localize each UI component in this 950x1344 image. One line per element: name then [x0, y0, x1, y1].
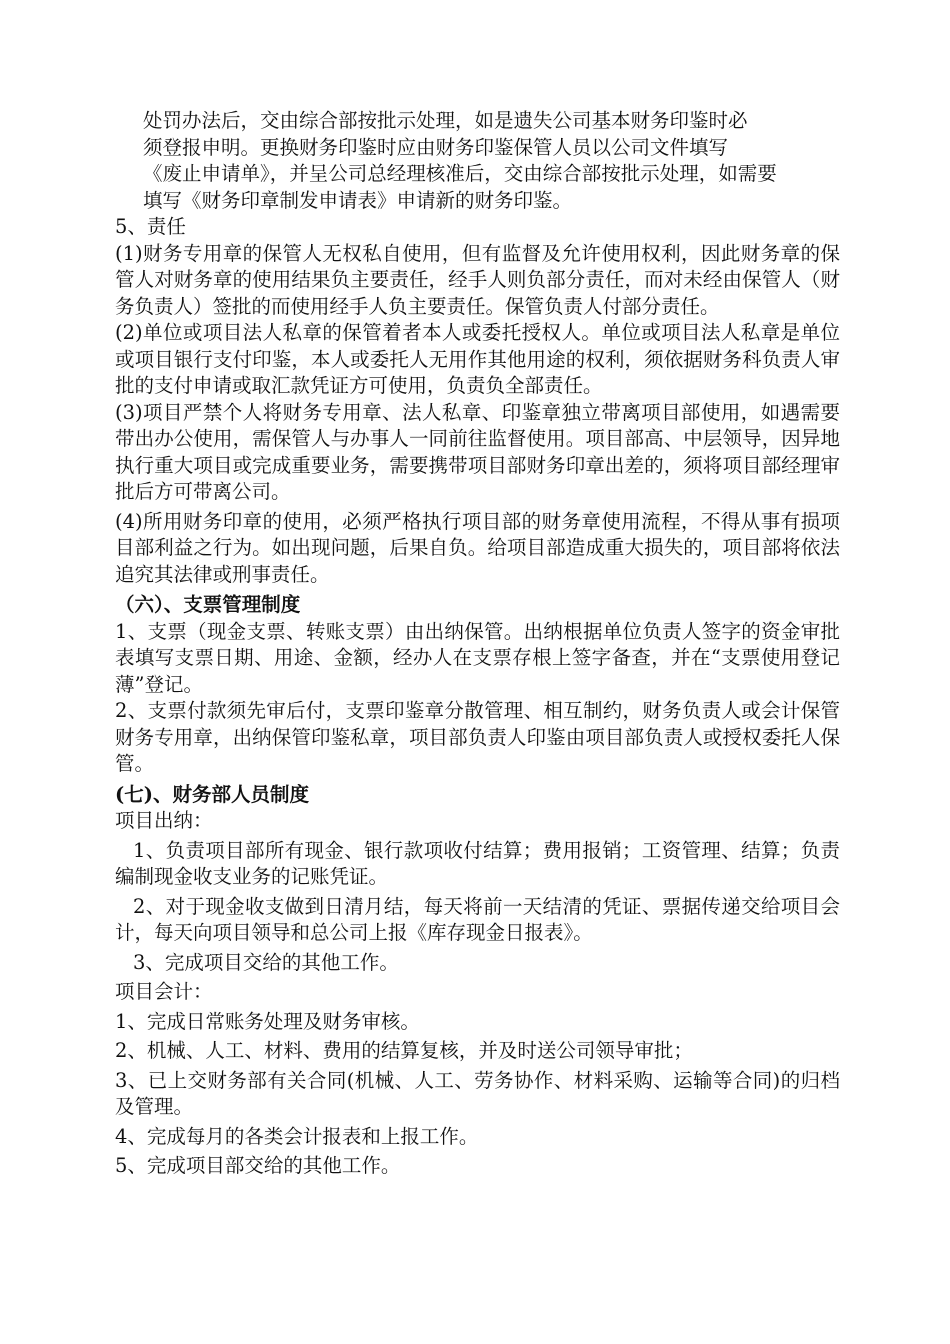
- section-5-item-2: (2)单位或项目法人私章的保管着者本人或委托授权人。单位或项目法人私章是单位或项目银行支付印鉴，本人或委托人无用作其他用途的权利，须依据财务科负责人审批的支付申请或取汇款凭证方可使用，负责负全部责任。: [115, 321, 840, 397]
- accountant-duty-3: 3、已上交财务部有关合同(机械、人工、劳务协作、材料采购、运输等合同)的归档及管理。: [115, 1068, 840, 1118]
- accountant-duty-5: 5、完成项目部交给的其他工作。: [115, 1154, 401, 1177]
- cashier-duty-3: 3、完成项目交给的其他工作。: [133, 950, 399, 974]
- intro-paragraph: [115, 108, 840, 214]
- section-6-item-1: 1、支票（现金支票、转账支票）由出纳保管。出纳根据单位负责人签字的资金审批表填写支票日期、用途、金额，经办人在支票存根上签字备查，并在“支票使用登记薄”登记。: [115, 619, 840, 696]
- section-5-item-1: (1)财务专用章的保管人无权私自使用，但有监督及允许使用权利，因此财务章的保管人对财务章的使用结果负主要责任，经手人则负部分责任，而对未经由保管人（财务负责人）签批的而使用经手人负主要责任。保管负责人付部分责任。: [115, 241, 840, 318]
- section-5-title: 5、责任: [115, 215, 186, 238]
- intro-line-4: 填写《财务印章制发申请表》申请新的财务印鉴。: [143, 188, 573, 212]
- section-5-item-3: (3)项目严禁个人将财务专用章、法人私章、印鉴章独立带离项目部使用，如遇需要带出办公使用，需保管人与办事人一同前往监督使用。项目部高、中层领导，因异地执行重大项目或完成重要业务，需要携带项目部财务印章出差的，须将项目部经理审批后方可带离公司。: [115, 400, 840, 503]
- accountant-duty-4: 4、完成每月的各类会计报表和上报工作。: [115, 1124, 479, 1148]
- section-6-heading: （六）、支票管理制度: [115, 593, 301, 616]
- section-6-item-2: 2、支票付款须先审后付，支票印鉴章分散管理、相互制约，财务负责人或会计保管财务专用章，出纳保管印鉴私章，项目部负责人印鉴由项目部负责人或授权委托人保管。: [115, 699, 840, 775]
- cashier-duty-1: 1、负责项目部所有现金、银行款项收付结算；费用报销；工资管理、结算；负责编制现金收支业务的记账凭证。: [115, 838, 840, 888]
- accountant-duty-2: 2、机械、人工、材料、费用的结算复核，并及时送公司领导审批；: [115, 1039, 693, 1062]
- section-5-item-4: (4)所用财务印章的使用，必须严格执行项目部的财务章使用流程，不得从事有损项目部利益之行为。如出现问题，后果自负。给项目部造成重大损失的，项目部将依法追究其法律或刑事责任。: [115, 509, 840, 586]
- section-7-heading: (七)、财务部人员制度: [115, 782, 309, 806]
- intro-line-3: 《废止申请单》，并呈公司总经理核准后，交由综合部按批示处理，如需要: [143, 162, 777, 185]
- accountant-title: 项目会计：: [115, 980, 213, 1003]
- accountant-duty-1: 1、完成日常账务处理及财务审核。: [115, 1009, 420, 1033]
- intro-line-1: 处罚办法后，交由综合部按批示处理，如是遗失公司基本财务印鉴时必: [143, 109, 748, 132]
- intro-line-2: 须登报申明。更换财务印鉴时应由财务印鉴保管人员以公司文件填写: [143, 135, 729, 159]
- cashier-duty-2: 2、对于现金收支做到日清月结，每天将前一天结清的凭证、票据传递交给项目会计，每天向项目领导和总公司上报《库存现金日报表》。: [115, 894, 840, 944]
- cashier-title: 项目出纳：: [115, 809, 213, 832]
